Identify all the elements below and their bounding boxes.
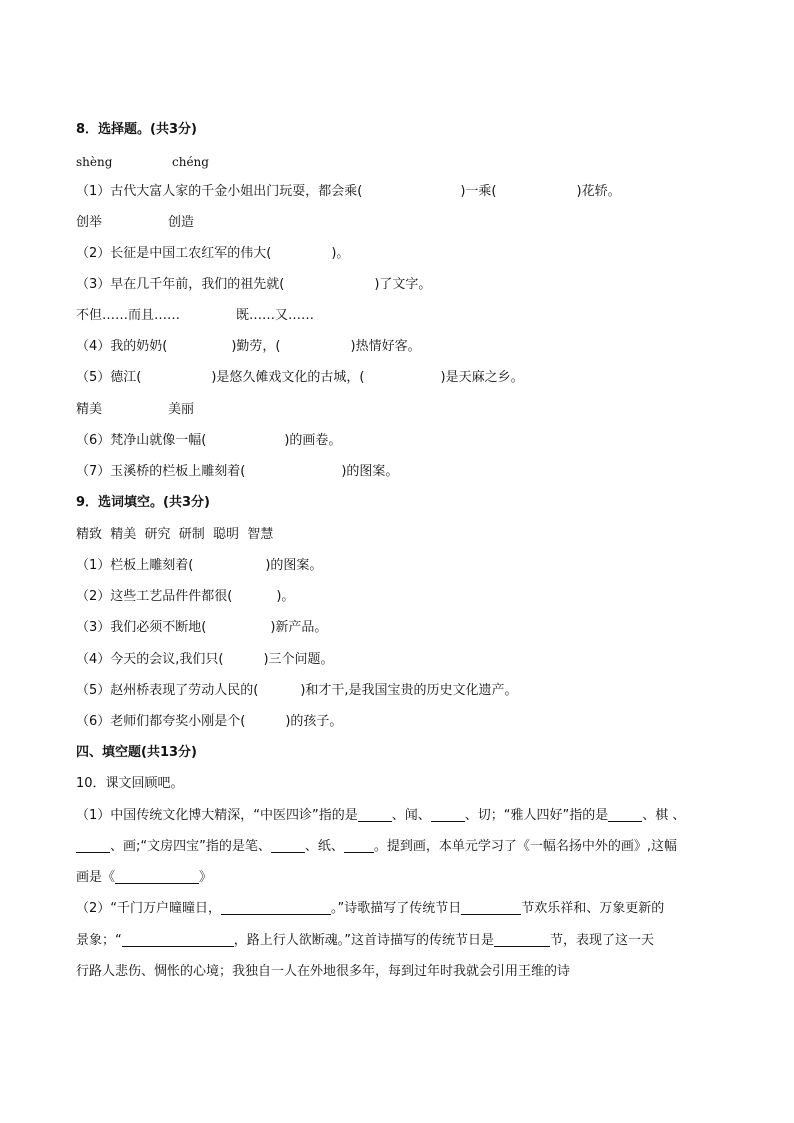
q9-sentence-5: （5）赵州桥表现了劳动人民的( )和才干,是我国宝贵的历史文化遗产。 — [76, 683, 518, 698]
fill-blank[interactable] — [344, 838, 374, 853]
section-heading: 四、填空题(共13分) — [76, 745, 197, 760]
option-word: 创造 — [168, 215, 195, 230]
q8-pinyin-row — [76, 152, 376, 172]
option-word: 美丽 — [168, 402, 195, 417]
q8-title: 8．选择题。(共3分) — [76, 122, 197, 137]
q10-part2-line1: （2）“千门万户曈曈日， 。”诗歌描写了传统节日 节欢乐祥和、万象更新的 — [76, 901, 665, 916]
q10-part2-line2: 景象；“ ，路上行人欲断魂。”这首诗描写的传统节日是 节，表现了这一天 — [76, 933, 655, 948]
q8-sentence-6: （6）梵净山就像一幅( )的画卷。 — [76, 433, 342, 448]
q10-part1-line3: 画是《 》 — [76, 870, 213, 885]
fill-blank[interactable] — [608, 807, 642, 822]
q9-title: 9．选词填空。(共3分) — [76, 495, 210, 510]
q10-part2-line3: 行路人悲伤、惆怅的心境；我独自一人在外地很多年，每到过年时我就会引用王维的诗 — [76, 964, 571, 979]
q10-title: 10．课文回顾吧。 — [76, 776, 184, 791]
q8-sentence-5: （5）德江( )是悠久傩戏文化的古城，( )是天麻之乡。 — [76, 370, 524, 385]
q8-options-2 — [76, 213, 376, 233]
q8-sentence-3: （3）早在几千年前，我们的祖先就( )了文字。 — [76, 277, 432, 292]
q9-sentence-6: （6）老师们都夸奖小刚是个( )的孩子。 — [76, 714, 343, 729]
q9-sentence-4: （4）今天的会议,我们只( )三个问题。 — [76, 652, 334, 667]
pinyin-cheng: chéng — [172, 155, 209, 169]
fill-blank[interactable] — [271, 838, 305, 853]
option-word: 不但……而且…… — [76, 308, 181, 323]
q8-sentence-1: （1）古代大富人家的千金小姐出门玩耍，都会乘( )一乘( )花轿。 — [76, 184, 621, 199]
fill-blank[interactable] — [122, 932, 234, 947]
q9-sentence-1: （1）栏板上雕刻着( )的图案。 — [76, 558, 323, 573]
option-word: 既……又…… — [236, 308, 315, 323]
q9-sentence-2: （2）这些工艺品件件都很( )。 — [76, 589, 295, 604]
pinyin-sheng: shèng — [76, 155, 113, 169]
fill-blank[interactable] — [358, 807, 392, 822]
q8-sentence-4: （4）我的奶奶( )勤劳，( )热情好客。 — [76, 339, 421, 354]
option-word: 创举 — [76, 215, 103, 230]
fill-blank[interactable] — [494, 932, 550, 947]
q10-part1-line2: 、画;“文房四宝”指的是笔、 、纸、 。提到画，本单元学习了《一幅名扬中外的画》,这幅 — [76, 837, 677, 857]
fill-blank[interactable] — [431, 807, 465, 822]
q9-word-bank: 精致 精美 研究 研制 聪明 智慧 — [76, 527, 274, 542]
fill-blank[interactable] — [221, 900, 331, 915]
fill-blank[interactable] — [461, 900, 521, 915]
fill-blank[interactable] — [115, 869, 199, 884]
q8-sentence-2: （2）长征是中国工农红军的伟大( )。 — [76, 246, 350, 261]
option-word: 精美 — [76, 402, 103, 417]
fill-blank[interactable] — [76, 838, 110, 853]
q8-options-4 — [76, 400, 376, 420]
q9-sentence-3: （3）我们必须不断地( )新产品。 — [76, 620, 328, 635]
q8-sentence-7: （7）玉溪桥的栏板上雕刻着( )的图案。 — [76, 464, 399, 479]
q10-part1-line1: （1）中国传统文化博大精深，“中医四诊”指的是 、闻、 、切；“雅人四好”指的是 、棋 、 — [76, 808, 686, 823]
q8-options-3 — [76, 306, 476, 326]
